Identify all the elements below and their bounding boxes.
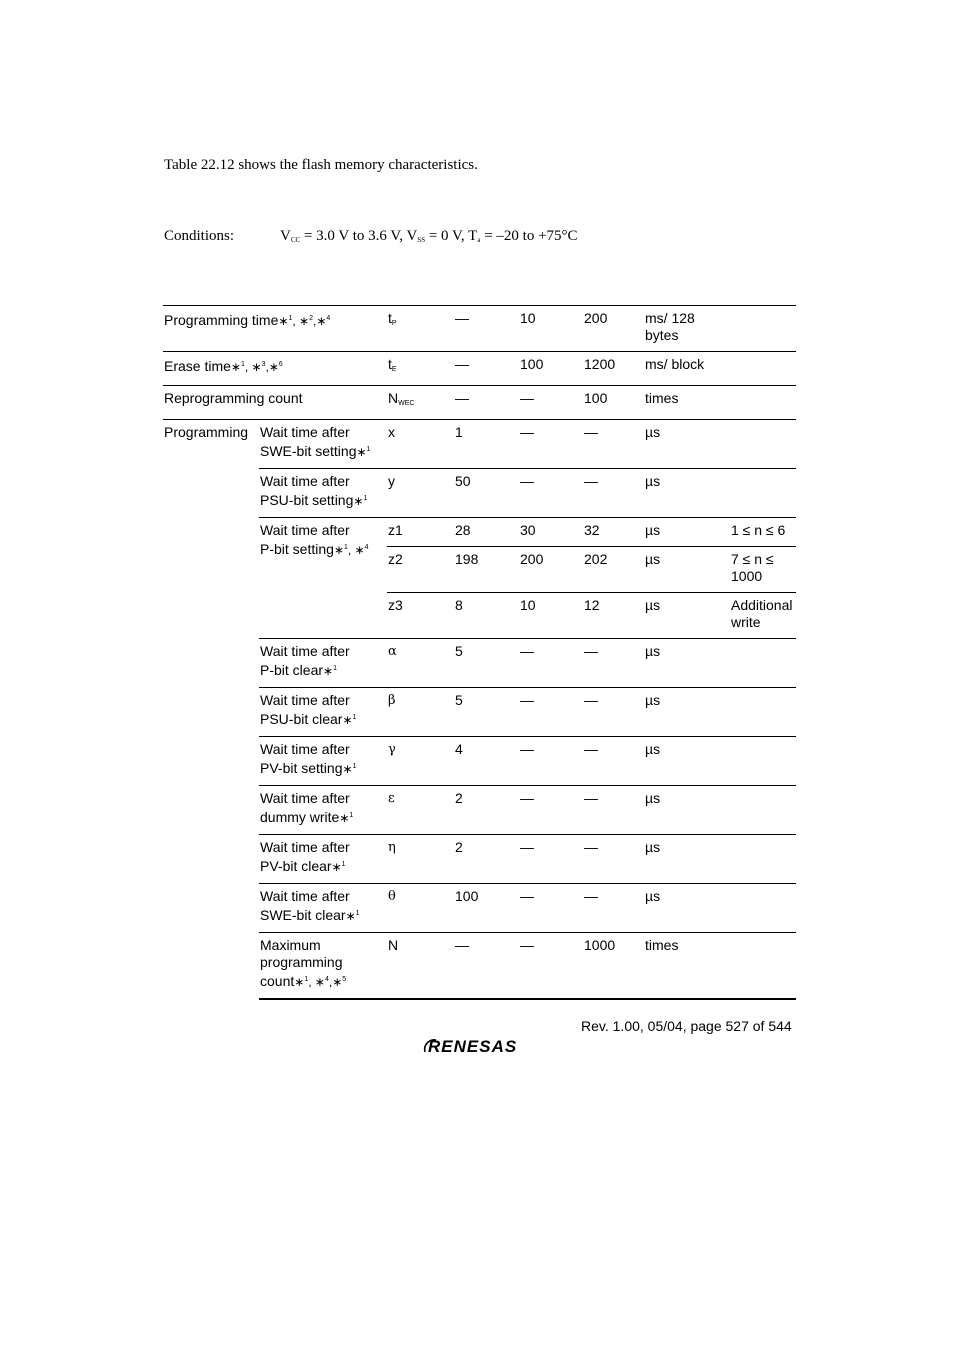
min-cell: 28: [454, 518, 519, 547]
table-row-programming-time: [163, 306, 796, 352]
vcc-symbol: V: [280, 228, 291, 244]
symbol-cell: θ: [387, 884, 454, 933]
max-cell: 200: [583, 306, 644, 352]
unit-cell: µs: [644, 518, 730, 547]
typ-cell: —: [519, 469, 583, 518]
flash-characteristics-table: [163, 305, 796, 1000]
table-row-erase-time: [163, 352, 796, 386]
max-cell: 32: [583, 518, 644, 547]
item-cell: Wait time after dummy write∗$^1$: [259, 786, 387, 835]
logo-text: RENESAS: [428, 1037, 518, 1056]
symbol-cell: $t_P$: [387, 306, 454, 352]
note-ref: ∗$^1$: [331, 860, 346, 874]
condition-cell: 1 ≤ n ≤ 6: [730, 518, 796, 547]
item-cell: Wait time after P-bit clear∗$^1$: [259, 639, 387, 688]
condition-cell: [730, 420, 796, 469]
typ-cell: —: [519, 933, 583, 1000]
intro-text: Table 22.12 shows the flash memory characteristics.: [164, 157, 478, 173]
min-cell: —: [454, 352, 519, 386]
max-cell: 100: [583, 386, 644, 420]
typ-cell: —: [519, 420, 583, 469]
item-cell: Wait time after PSU-bit clear∗$^1$: [259, 688, 387, 737]
item-cell: Wait time after SWE-bit clear∗$^1$: [259, 884, 387, 933]
typ-cell: —: [519, 786, 583, 835]
unit-cell: µs: [644, 737, 730, 786]
ta-range: = –20 to +75°C: [480, 228, 578, 244]
typ-cell: —: [519, 884, 583, 933]
item-cell: Wait time after P-bit setting∗$^1$, ∗$^4$: [259, 518, 387, 639]
min-cell: 100: [454, 884, 519, 933]
unit-cell: µs: [644, 884, 730, 933]
max-cell: 202: [583, 547, 644, 593]
condition-cell: [730, 884, 796, 933]
vss-value: = 0 V, T: [425, 228, 478, 244]
unit-cell: ms/ block: [644, 352, 730, 386]
min-cell: 8: [454, 593, 519, 639]
item-cell: Reprogramming count: [163, 386, 387, 420]
typ-cell: 100: [519, 352, 583, 386]
condition-cell: [730, 786, 796, 835]
renesas-logo: [422, 1035, 542, 1057]
unit-cell: times: [644, 933, 730, 1000]
typ-cell: 10: [519, 306, 583, 352]
symbol-cell: N: [387, 933, 454, 1000]
item-cell: Wait time after PV-bit setting∗$^1$: [259, 737, 387, 786]
typ-cell: 30: [519, 518, 583, 547]
typ-cell: 10: [519, 593, 583, 639]
note-ref: ∗$^1$: [339, 811, 354, 825]
item-cell: [163, 306, 387, 352]
max-cell: —: [583, 786, 644, 835]
max-cell: —: [583, 688, 644, 737]
unit-cell: times: [644, 386, 730, 420]
item-cell: [163, 352, 387, 386]
vss-subscript: SS: [417, 236, 426, 244]
note-ref: ∗$^1$: [345, 909, 360, 923]
max-cell: 1200: [583, 352, 644, 386]
min-cell: —: [454, 386, 519, 420]
symbol-cell: β: [387, 688, 454, 737]
max-cell: —: [583, 884, 644, 933]
min-cell: 198: [454, 547, 519, 593]
min-cell: —: [454, 933, 519, 1000]
item-cell: Wait time after PSU-bit setting∗$^1$: [259, 469, 387, 518]
max-cell: —: [583, 737, 644, 786]
condition-cell: [730, 386, 796, 420]
min-cell: 2: [454, 835, 519, 884]
item-cell: Wait time after PV-bit clear∗$^1$: [259, 835, 387, 884]
conditions-label: Conditions:: [164, 228, 235, 244]
condition-cell: [730, 352, 796, 386]
min-cell: 5: [454, 688, 519, 737]
note-ref: ∗$^1$, ∗$^4$,∗$^5$: [294, 975, 347, 989]
note-ref: ∗$^1$: [353, 494, 368, 508]
min-cell: 4: [454, 737, 519, 786]
page-info: Rev. 1.00, 05/04, page 527 of 544: [581, 1018, 792, 1034]
max-cell: 12: [583, 593, 644, 639]
symbol-cell: $N_{WEC}$: [387, 386, 454, 420]
symbol-cell: ε: [387, 786, 454, 835]
condition-cell: Additional write: [730, 593, 796, 639]
symbol-cell: z2: [387, 547, 454, 593]
unit-cell: µs: [644, 469, 730, 518]
condition-cell: [730, 639, 796, 688]
symbol-cell: z1: [387, 518, 454, 547]
typ-cell: —: [519, 639, 583, 688]
item-cell: Wait time after SWE-bit setting∗$^1$: [259, 420, 387, 469]
max-cell: 1000: [583, 933, 644, 1000]
symbol-cell: $t_E$: [387, 352, 454, 386]
note-ref: ∗$^1$, ∗$^2$,∗$^4$: [278, 314, 331, 328]
condition-cell: 7 ≤ n ≤ 1000: [730, 547, 796, 593]
condition-cell: [730, 933, 796, 1000]
table-row-reprogramming-count: [163, 386, 796, 420]
unit-cell: µs: [644, 593, 730, 639]
symbol-cell: γ: [387, 737, 454, 786]
typ-cell: 200: [519, 547, 583, 593]
conditions-value: [280, 228, 578, 245]
note-ref: ∗$^1$: [356, 445, 371, 459]
min-cell: —: [454, 306, 519, 352]
note-ref: ∗$^1$, ∗$^3$,∗$^6$: [230, 360, 283, 374]
item-cell: Maximum programming count∗$^1$, ∗$^4$,∗$^5$: [259, 933, 387, 1000]
min-cell: 5: [454, 639, 519, 688]
condition-cell: [730, 688, 796, 737]
max-cell: —: [583, 420, 644, 469]
unit-cell: µs: [644, 420, 730, 469]
typ-cell: —: [519, 688, 583, 737]
max-cell: —: [583, 469, 644, 518]
min-cell: 50: [454, 469, 519, 518]
vcc-range: = 3.0 V to 3.6 V, V: [300, 228, 418, 244]
unit-cell: µs: [644, 835, 730, 884]
condition-cell: [730, 737, 796, 786]
vcc-subscript: CC: [290, 236, 301, 244]
max-cell: —: [583, 639, 644, 688]
typ-cell: —: [519, 737, 583, 786]
unit-cell: µs: [644, 547, 730, 593]
group-label-cell: Programming: [163, 420, 259, 1000]
min-cell: 2: [454, 786, 519, 835]
symbol-cell: z3: [387, 593, 454, 639]
unit-cell: µs: [644, 688, 730, 737]
unit-cell: ms/ 128 bytes: [644, 306, 730, 352]
max-cell: —: [583, 835, 644, 884]
unit-cell: µs: [644, 639, 730, 688]
note-ref: ∗$^1$: [342, 713, 357, 727]
typ-cell: —: [519, 835, 583, 884]
note-ref: ∗$^1$, ∗$^4$: [333, 543, 369, 557]
symbol-cell: y: [387, 469, 454, 518]
condition-cell: [730, 835, 796, 884]
note-ref: ∗$^1$: [323, 664, 337, 678]
typ-cell: —: [519, 386, 583, 420]
symbol-cell: x: [387, 420, 454, 469]
condition-cell: [730, 306, 796, 352]
item-label: Programming time: [164, 312, 279, 328]
table-row-swe-bit-setting: [163, 420, 796, 469]
ta-subscript: a: [477, 236, 481, 244]
condition-cell: [730, 469, 796, 518]
min-cell: 1: [454, 420, 519, 469]
symbol-cell: η: [387, 835, 454, 884]
item-label: Erase time: [164, 358, 231, 374]
unit-cell: µs: [644, 786, 730, 835]
note-ref: ∗$^1$: [342, 762, 357, 776]
symbol-cell: α: [387, 639, 454, 688]
